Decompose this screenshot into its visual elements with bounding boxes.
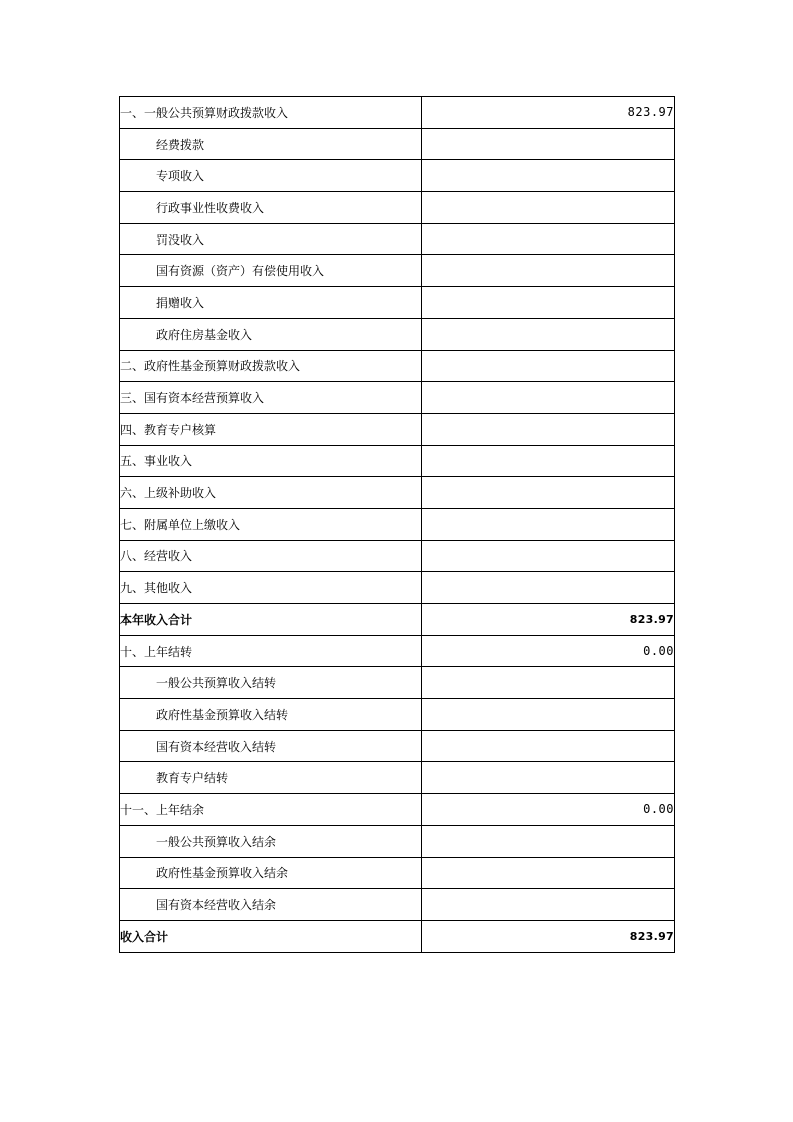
row-amount <box>422 413 675 445</box>
row-amount <box>422 128 675 160</box>
table-row <box>120 318 675 350</box>
row-amount <box>422 287 675 319</box>
row-label: 六、上级补助收入 <box>120 477 422 509</box>
table-row <box>120 477 675 509</box>
row-label: 专项收入 <box>120 160 422 192</box>
table-row <box>120 192 675 224</box>
row-label: 国有资本经营收入结余 <box>120 889 422 921</box>
table-row <box>120 508 675 540</box>
row-amount <box>422 382 675 414</box>
row-amount <box>422 350 675 382</box>
table-row <box>120 128 675 160</box>
table-row <box>120 699 675 731</box>
table-row <box>120 223 675 255</box>
row-amount <box>422 572 675 604</box>
row-amount <box>422 667 675 699</box>
row-amount: 0.00 <box>422 794 675 826</box>
row-amount: 823.97 <box>422 604 675 636</box>
income-table-container <box>119 96 674 953</box>
row-label: 七、附属单位上缴收入 <box>120 508 422 540</box>
table-row <box>120 255 675 287</box>
income-table <box>119 96 675 953</box>
row-amount: 823.97 <box>422 920 675 952</box>
table-row <box>120 350 675 382</box>
table-row <box>120 413 675 445</box>
row-amount <box>422 255 675 287</box>
row-amount <box>422 477 675 509</box>
table-row <box>120 572 675 604</box>
row-label: 八、经营收入 <box>120 540 422 572</box>
row-label: 罚没收入 <box>120 223 422 255</box>
table-row <box>120 287 675 319</box>
table-row <box>120 889 675 921</box>
row-label: 五、事业收入 <box>120 445 422 477</box>
row-label: 政府住房基金收入 <box>120 318 422 350</box>
table-row <box>120 920 675 952</box>
row-label: 本年收入合计 <box>120 604 422 636</box>
row-amount <box>422 730 675 762</box>
row-label: 一、一般公共预算财政拨款收入 <box>120 97 422 129</box>
table-row <box>120 160 675 192</box>
row-label: 捐赠收入 <box>120 287 422 319</box>
row-amount <box>422 160 675 192</box>
table-row <box>120 667 675 699</box>
row-label: 一般公共预算收入结转 <box>120 667 422 699</box>
row-amount <box>422 508 675 540</box>
table-row <box>120 857 675 889</box>
table-row <box>120 730 675 762</box>
row-amount <box>422 857 675 889</box>
row-amount: 823.97 <box>422 97 675 129</box>
row-label: 政府性基金预算收入结转 <box>120 699 422 731</box>
row-amount <box>422 762 675 794</box>
row-amount <box>422 825 675 857</box>
table-row <box>120 445 675 477</box>
row-label: 三、国有资本经营预算收入 <box>120 382 422 414</box>
row-label: 二、政府性基金预算财政拨款收入 <box>120 350 422 382</box>
row-label: 政府性基金预算收入结余 <box>120 857 422 889</box>
row-label: 行政事业性收费收入 <box>120 192 422 224</box>
row-amount <box>422 699 675 731</box>
table-row <box>120 604 675 636</box>
row-amount <box>422 192 675 224</box>
table-row <box>120 97 675 129</box>
row-amount: 0.00 <box>422 635 675 667</box>
income-table-body <box>120 97 675 953</box>
table-row <box>120 762 675 794</box>
table-row <box>120 825 675 857</box>
table-row <box>120 540 675 572</box>
row-label: 一般公共预算收入结余 <box>120 825 422 857</box>
row-label: 十一、上年结余 <box>120 794 422 826</box>
row-amount <box>422 318 675 350</box>
table-row <box>120 794 675 826</box>
row-amount <box>422 540 675 572</box>
table-row <box>120 382 675 414</box>
row-label: 九、其他收入 <box>120 572 422 604</box>
row-label: 教育专户结转 <box>120 762 422 794</box>
row-amount <box>422 223 675 255</box>
row-label: 国有资本经营收入结转 <box>120 730 422 762</box>
row-label: 收入合计 <box>120 920 422 952</box>
row-amount <box>422 445 675 477</box>
row-label: 国有资源（资产）有偿使用收入 <box>120 255 422 287</box>
row-amount <box>422 889 675 921</box>
row-label: 四、教育专户核算 <box>120 413 422 445</box>
table-row <box>120 635 675 667</box>
row-label: 十、上年结转 <box>120 635 422 667</box>
row-label: 经费拨款 <box>120 128 422 160</box>
